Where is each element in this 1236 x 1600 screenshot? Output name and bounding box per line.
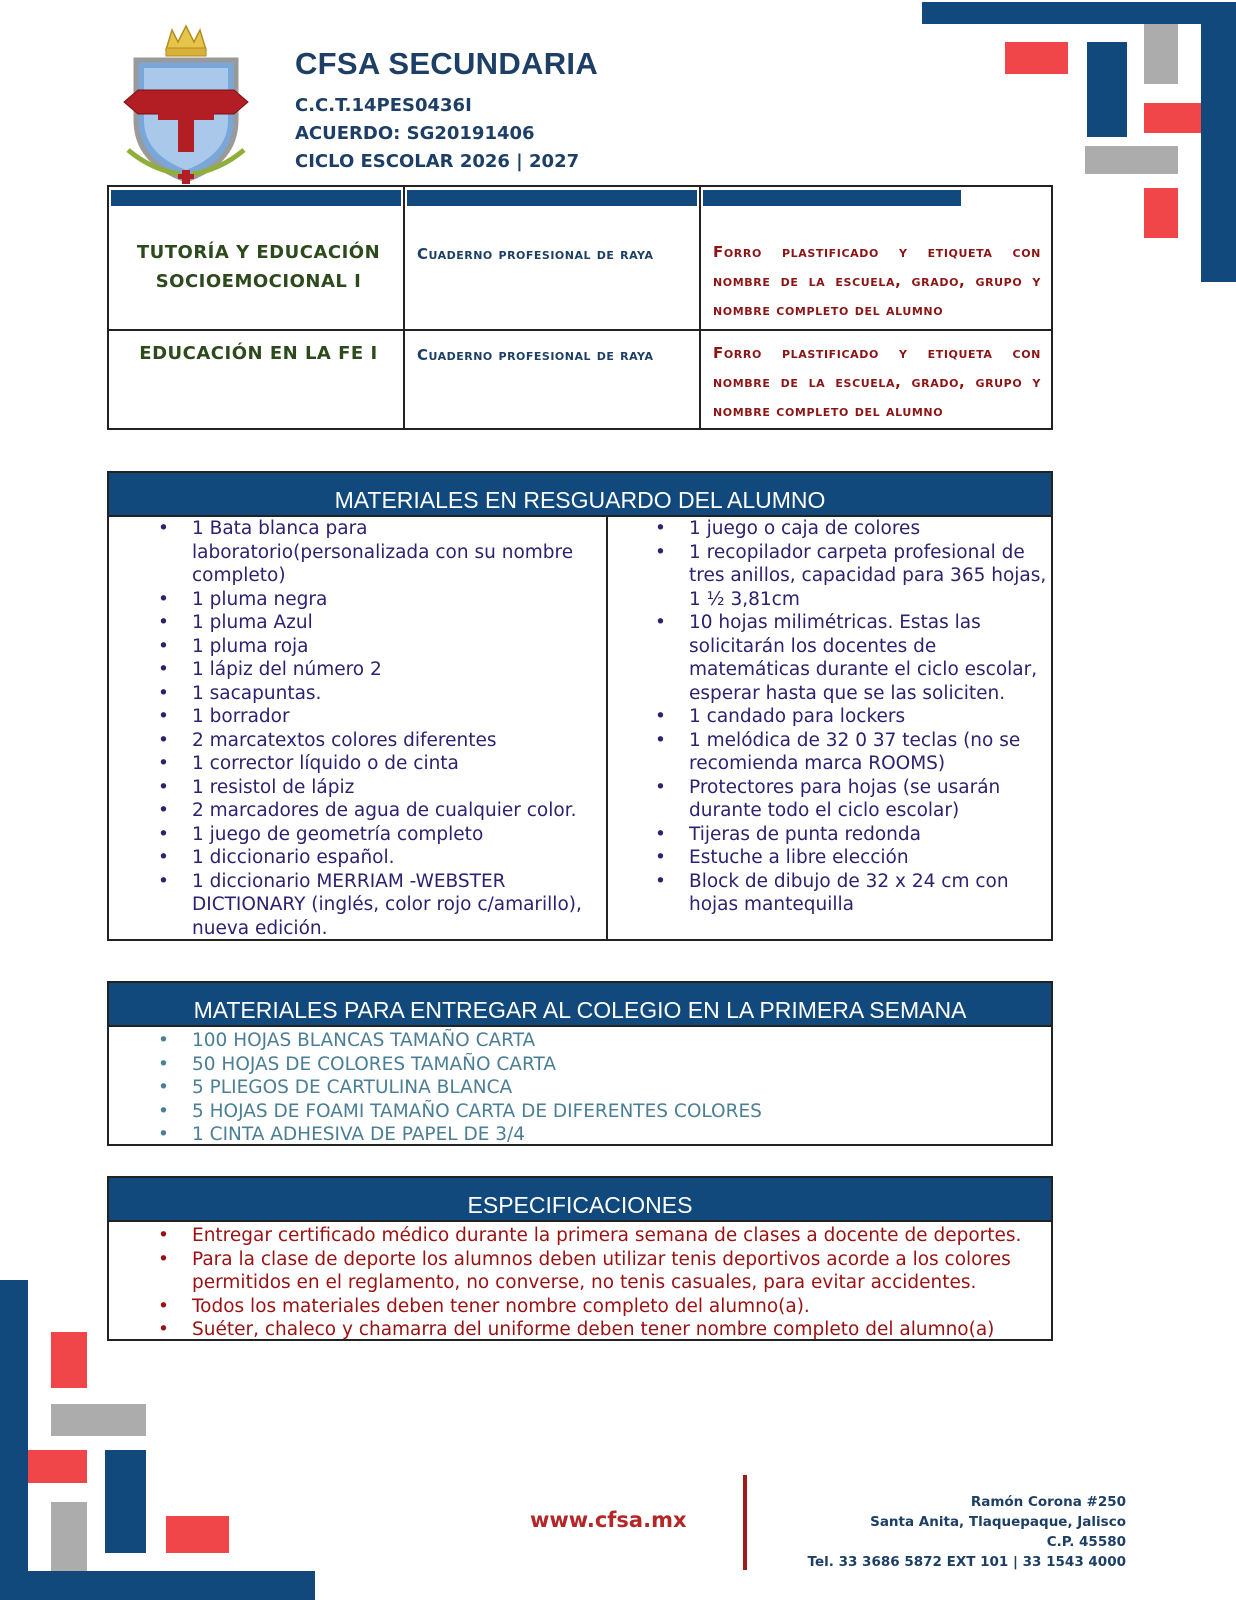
list-item-text: 1 pluma negra (192, 588, 328, 610)
bullet-icon: • (655, 847, 666, 868)
list-item-text: 1 pluma roja (192, 635, 309, 657)
list-item (109, 658, 606, 682)
bullet-icon: • (158, 776, 169, 798)
list-item-text: 10 hojas milimétricas. Estas las solicitarán los docentes de matemáticas durante el ciclo escolar, esperar hasta que se las soliciten. (689, 612, 1038, 704)
list-item-text: 1 diccionario MERRIAM -WEBSTER DICTIONARY (inglés, color rojo c/amarillo), nueva edición. (192, 870, 582, 939)
list-item-text: 1 sacapuntas. (192, 682, 322, 704)
bullet-icon: • (655, 823, 666, 845)
resguardo-right-column (606, 517, 1051, 939)
bullet-icon: • (158, 1225, 169, 1246)
list-item-text: 1 lápiz del número 2 (192, 659, 382, 680)
bullet-icon: • (158, 1295, 169, 1317)
list-item (606, 541, 1051, 612)
bullet-icon: • (158, 588, 169, 610)
bullet-icon: • (158, 753, 169, 774)
list-item (109, 705, 606, 729)
table-divider (699, 187, 701, 428)
list-item-text: 1 melódica de 32 0 37 teclas (no se recomienda marca ROOMS) (689, 729, 1021, 774)
cct-code: C.C.T.14PES0436I (295, 95, 472, 116)
list-item (109, 635, 606, 659)
resguardo-left-column (109, 517, 608, 939)
bullet-icon: • (655, 518, 666, 539)
subject-material: Cuaderno profesional de raya (417, 346, 654, 364)
subject-specification: Forro plastificado y etiqueta con nombre de la escuela, grado, grupo y nombre completo del alumno (713, 243, 1041, 319)
subject-name: TUTORÍA Y EDUCACIÓN SOCIOEMOCIONAL I (136, 242, 381, 292)
list-item (109, 1224, 1051, 1248)
bullet-icon: • (158, 1030, 169, 1051)
subject-name: EDUCACIÓN EN LA FE I (139, 343, 378, 364)
school-name-title: CFSA SECUNDARIA (295, 46, 599, 81)
list-item (606, 729, 1051, 776)
subjects-table (107, 185, 1053, 430)
list-item (109, 799, 606, 823)
website-link[interactable]: www.cfsa.mx (530, 1508, 687, 1532)
list-item-text: 1 Bata blanca para laboratorio(personalizada con su nombre completo) (192, 518, 574, 586)
section-title: MATERIALES PARA ENTREGAR AL COLEGIO EN LA PRIMERA SEMANA (109, 983, 1051, 1027)
list-item-text: 5 HOJAS DE FOAMI TAMAÑO CARTA DE DIFERENTES COLORES (192, 1100, 762, 1122)
list-item-text: Todos los materiales deben tener nombre completo del alumno(a). (192, 1295, 810, 1317)
bullet-icon: • (158, 612, 169, 633)
bullet-icon: • (655, 729, 666, 751)
bullet-icon: • (158, 1124, 169, 1145)
list-item (606, 517, 1051, 541)
list-item (109, 1100, 1051, 1124)
list-item (109, 588, 606, 612)
list-item (109, 1029, 1051, 1053)
list-item-text: 1 candado para lockers (689, 706, 906, 727)
list-item-text: 1 pluma Azul (192, 612, 313, 633)
address-postal-code: C.P. 45580 (1046, 1534, 1126, 1550)
list-item-text: 2 marcadores de agua de cualquier color. (192, 800, 577, 821)
list-item (109, 1248, 1051, 1295)
bullet-icon: • (158, 729, 169, 751)
list-item-text: Estuche a libre elección (689, 847, 909, 868)
resguardo-right-list (606, 517, 1051, 917)
table-header-bar (111, 190, 401, 206)
list-item-text: Entregar certificado médico durante la primera semana de clases a docente de deportes. (192, 1225, 1022, 1246)
table-header-bar (703, 190, 961, 206)
bullet-icon: • (158, 682, 169, 704)
address-city: Santa Anita, Tlaquepaque, Jalisco (870, 1514, 1126, 1530)
list-item-text: 1 juego o caja de colores (689, 518, 921, 539)
list-item-text: 1 juego de geometría completo (192, 823, 484, 845)
list-item (109, 870, 606, 941)
list-item-text: Protectores para hojas (se usarán durante todo el ciclo escolar) (689, 776, 1001, 821)
list-item-text: 1 corrector líquido o de cinta (192, 753, 459, 774)
entregar-section (107, 981, 1053, 1146)
list-item-text: 100 HOJAS BLANCAS TAMAÑO CARTA (192, 1030, 536, 1051)
list-item (109, 611, 606, 635)
list-item (606, 611, 1051, 705)
bullet-icon: • (158, 800, 169, 821)
list-item-text: 50 HOJAS DE COLORES TAMAÑO CARTA (192, 1053, 556, 1075)
bullet-icon: • (158, 1053, 169, 1075)
bullet-icon: • (158, 1248, 169, 1270)
phone-numbers: Tel. 33 3686 5872 EXT 101 | 33 1543 4000 (807, 1554, 1126, 1570)
resguardo-section (107, 471, 1053, 941)
list-item (109, 776, 606, 800)
bullet-icon: • (158, 823, 169, 845)
section-title: MATERIALES EN RESGUARDO DEL ALUMNO (109, 473, 1051, 517)
acuerdo-code: ACUERDO: SG20191406 (295, 123, 535, 144)
list-item (109, 823, 606, 847)
bullet-icon: • (655, 776, 666, 798)
bullet-icon: • (655, 612, 666, 633)
bullet-icon: • (158, 659, 169, 680)
list-item-text: Block de dibujo de 32 x 24 cm con hojas mantequilla (689, 870, 1009, 915)
bullet-icon: • (158, 635, 169, 657)
list-item-text: Tijeras de punta redonda (689, 823, 921, 845)
bullet-icon: • (655, 706, 666, 727)
school-crest-logo (122, 20, 250, 188)
list-item (109, 1076, 1051, 1100)
list-item-text: 1 diccionario español. (192, 847, 395, 868)
list-item (109, 1123, 1051, 1147)
table-header-bar (407, 190, 697, 206)
table-divider (403, 187, 405, 428)
list-item-text: 1 recopilador carpeta profesional de tres anillos, capacidad para 365 hojas, 1 ½ 3,81cm (689, 541, 1047, 610)
section-title: ESPECIFICACIONES (109, 1178, 1051, 1222)
subject-specification: Forro plastificado y etiqueta con nombre de la escuela, grado, grupo y nombre completo del alumno (713, 344, 1041, 420)
bullet-icon: • (158, 518, 169, 539)
list-item-text: 1 resistol de lápiz (192, 776, 355, 798)
list-item (606, 705, 1051, 729)
table-divider (109, 329, 1051, 331)
subject-material: Cuaderno profesional de raya (417, 245, 654, 263)
bullet-icon: • (158, 1319, 169, 1340)
list-item-text: 1 borrador (192, 706, 290, 727)
bullet-icon: • (158, 870, 169, 892)
especificaciones-list (109, 1224, 1051, 1342)
list-item (109, 846, 606, 870)
list-item (109, 729, 606, 753)
list-item-text: 2 marcatextos colores diferentes (192, 729, 497, 751)
especificaciones-section (107, 1176, 1053, 1341)
list-item (109, 1053, 1051, 1077)
list-item (606, 823, 1051, 847)
bullet-icon: • (655, 870, 666, 892)
list-item (109, 682, 606, 706)
bullet-icon: • (655, 541, 666, 563)
list-item-text: Suéter, chaleco y chamarra del uniforme deben tener nombre completo del alumno(a) (192, 1319, 995, 1340)
list-item-text: 1 CINTA ADHESIVA DE PAPEL DE 3/4 (192, 1124, 526, 1145)
entregar-list (109, 1029, 1051, 1147)
bullet-icon: • (158, 847, 169, 868)
list-item (606, 846, 1051, 870)
school-year: CICLO ESCOLAR 2026 | 2027 (295, 151, 580, 172)
list-item (606, 776, 1051, 823)
list-item (109, 1295, 1051, 1319)
list-item (109, 1318, 1051, 1342)
bullet-icon: • (158, 1077, 169, 1098)
list-item-text: Para la clase de deporte los alumnos deben utilizar tenis deportivos acorde a los colores permitidos en el reglamento, no converse, no tenis casuales, para evitar accidentes. (192, 1248, 1011, 1293)
list-item (606, 870, 1051, 917)
footer-divider (743, 1475, 747, 1570)
list-item (109, 752, 606, 776)
list-item (109, 517, 606, 588)
list-item-text: 5 PLIEGOS DE CARTULINA BLANCA (192, 1077, 513, 1098)
bullet-icon: • (158, 1100, 169, 1122)
bullet-icon: • (158, 706, 169, 727)
address-street: Ramón Corona #250 (970, 1494, 1126, 1510)
resguardo-left-list (109, 517, 606, 940)
